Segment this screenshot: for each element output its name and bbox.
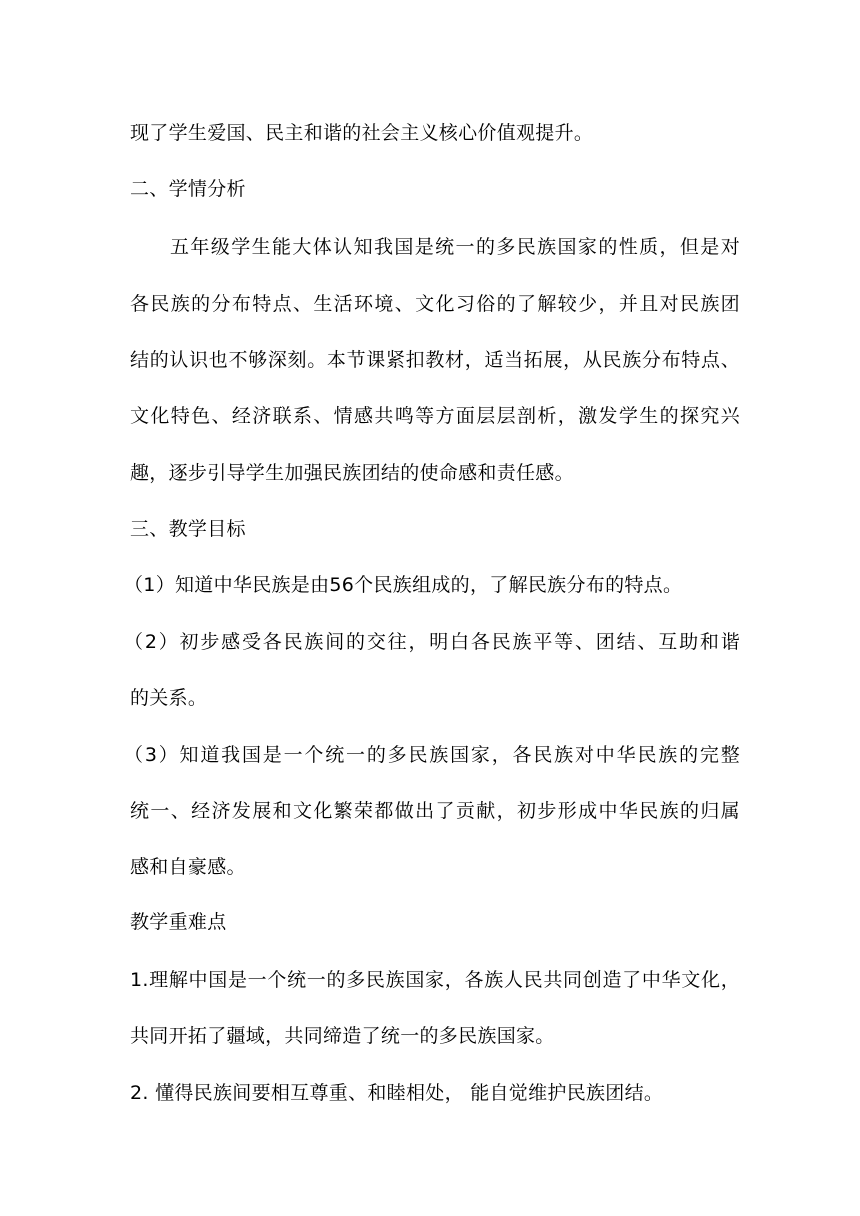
- paragraph-line: 各民族的分布特点、生活环境、文化习俗的了解较少，并且对民族团: [130, 293, 740, 315]
- paragraph-line: 感和自豪感。: [130, 856, 246, 878]
- key-point-item: 1.理解中国是一个统一的多民族国家，各族人民共同创造了中华文化，: [130, 969, 740, 991]
- objective-item: （1）知道中华民族是由56个民族组成的，了解民族分布的特点。: [124, 574, 683, 596]
- objective-item: （2）初步感受各民族间的交往，明白各民族平等、团结、互助和谐: [124, 631, 740, 653]
- paragraph-line: 趣，逐步引导学生加强民族团结的使命感和责任感。: [130, 462, 574, 484]
- paragraph-line: 统一、经济发展和文化繁荣都做出了贡献，初步形成中华民族的归属: [130, 800, 740, 822]
- section-heading: 三、教学目标: [130, 518, 246, 540]
- paragraph-line: 五年级学生能大体认知我国是统一的多民族国家的性质，但是对: [170, 236, 740, 258]
- paragraph-line: 的关系。: [130, 687, 208, 709]
- paragraph-line: 现了学生爱国、民主和谐的社会主义核心价值观提升。: [130, 122, 594, 144]
- paragraph-line: 文化特色、经济联系、情感共鸣等方面层层剖析，激发学生的探究兴: [130, 405, 740, 427]
- paragraph-line: 结的认识也不够深刻。本节课紧扣教材，适当拓展，从民族分布特点、: [130, 349, 740, 371]
- paragraph-line: 共同开拓了疆域，共同缔造了统一的多民族国家。: [130, 1025, 555, 1047]
- section-heading: 二、学情分析: [130, 178, 246, 200]
- key-point-item: 2. 懂得民族间要相互尊重、和睦相处， 能自觉维护民族团结。: [130, 1082, 664, 1104]
- section-heading: 教学重难点: [130, 911, 227, 933]
- objective-item: （3）知道我国是一个统一的多民族国家，各民族对中华民族的完整: [124, 744, 740, 766]
